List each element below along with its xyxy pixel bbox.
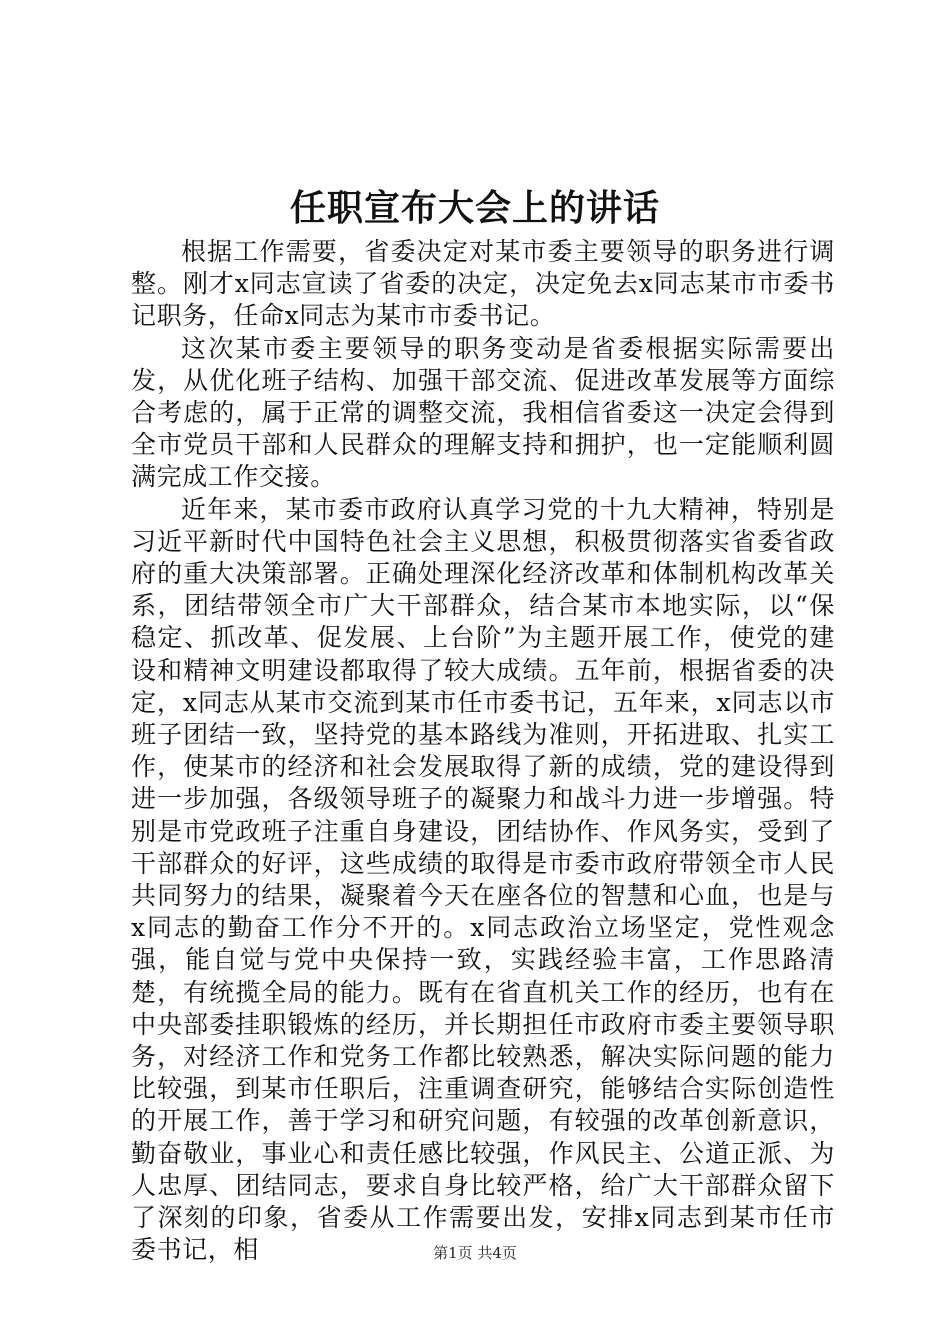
paragraph-3: 近年来，某市委市政府认真学习党的十九大精神，特别是习近平新时代中国特色社会主义思想，积极贯彻落实省委省政府的重大决策部署。正确处理深化经济改革和体制机构改革关系，团结带领全市广大干部群众，结合某市本地实际，以“保稳定、抓改革、促发展、上台阶”为主题开展工作，使党的建设和精神文明建设都取得了较大成绩。五年前，根据省委的决定，x同志从某市交流到某市任市委书记，五年来，x同志以市班子团结一致，坚持党的基本路线为准则，开拓进取、扎实工作，使某市的经济和社会发展取得了新的成绩，党的建设得到进一步加强，各级领导班子的凝聚力和战斗力进一步增强。特别是市党政班子注重自身建设，团结协作、作风务实，受到了干部群众的好评，这些成绩的取得是市委市政府带领全市人民共同努力的结果，凝聚着今天在座各位的智慧和心血，也是与x同志的勤奋工作分不开的。x同志政治立场坚定，党性观念强，能自觉与党中央保持一致，实践经验丰富，工作思路清楚，有统揽全局的能力。既有在省直机关工作的经历，也有在中央部委挂职锻炼的经历，并长期担任市政府市委主要领导职务，对经济工作和党务工作都比较熟悉，解决实际问题的能力比较强，到某市任职后，注重调查研究，能够结合实际创造性的开展工作，善于学习和研究问题，有较强的改革创新意识，勤奋敬业，事业心和责任感比较强，作风民主、公道正派、为人忠厚、团结同志，要求自身比较严格，给广大干部群众留下了深刻的印象，省委从工作需要出发，安排x同志到某市任市委书记，相	[131, 494, 835, 1265]
paragraph-1: 根据工作需要，省委决定对某市委主要领导的职务进行调整。刚才x同志宣读了省委的决定，决定免去x同志某市市委书记职务，任命x同志为某市市委书记。	[131, 237, 835, 331]
document-title: 任职宣布大会上的讲话	[289, 188, 660, 229]
page-number-footer: 第1页 共4页	[433, 1244, 517, 1262]
document-body	[131, 236, 835, 1267]
paragraph-2: 这次某市委主要领导的职务变动是省委根据实际需要出发，从优化班子结构、加强干部交流、促进改革发展等方面综合考虑的，属于正常的调整交流，我相信省委这一决定会得到全市党员干部和人民群众的理解支持和拥护，也一定能顺利圆满完成工作交接。	[131, 333, 835, 492]
